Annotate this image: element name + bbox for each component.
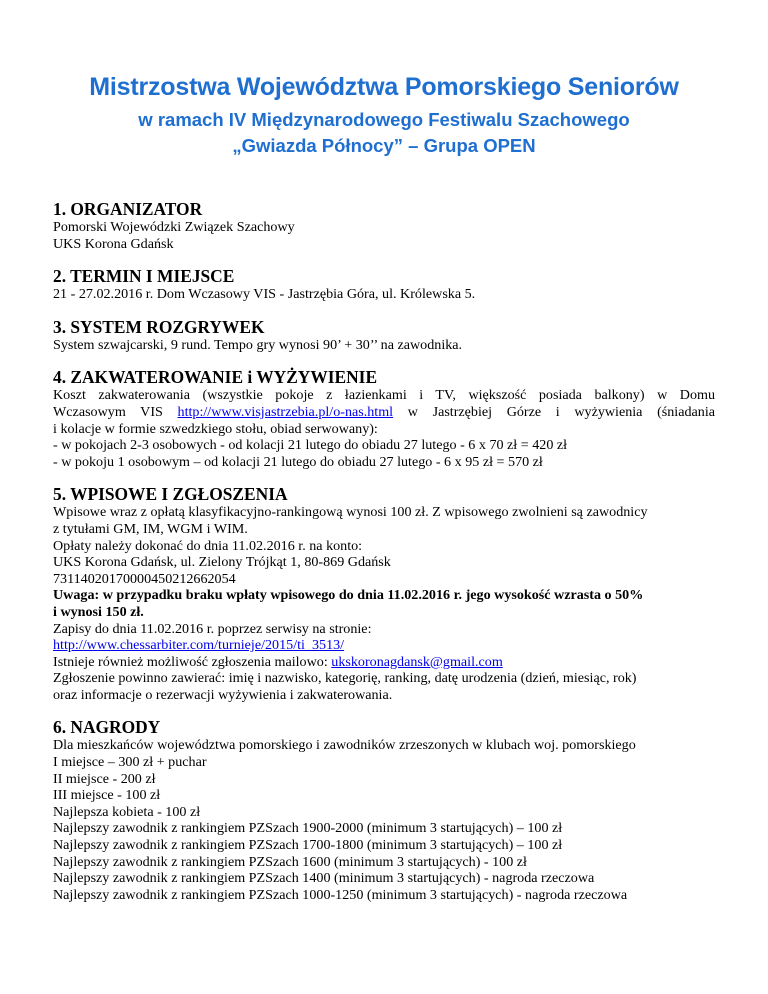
text-line — [53, 654, 715, 671]
prize-line: II miejsce - 200 zł — [53, 770, 156, 787]
email-link[interactable]: ukskoronagdansk@gmail.com — [331, 653, 503, 670]
text-line: Zgłoszenie powinno zawierać: imię i nazwisko, kategorię, ranking, datę urodzenia (dzień, miesiąc, rok) — [53, 670, 637, 687]
section-prizes — [53, 717, 715, 903]
document-title: Mistrzostwa Województwa Pomorskiego Seniorów — [89, 73, 679, 101]
text-line: - w pokojach 2-3 osobowych - od kolacji 21 lutego do obiadu 27 lutego - 6 x 70 zł = 420 zł — [53, 437, 568, 454]
section-accommodation — [53, 367, 715, 470]
prize-line: Najlepszy zawodnik z rankingiem PZSzach 1400 (minimum 3 startujących) - nagroda rzeczowa — [53, 870, 595, 887]
document-header — [53, 0, 715, 159]
prize-line: Najlepszy zawodnik z rankingiem PZSzach 1000-1250 (minimum 3 startujących) - nagroda rzeczowa — [53, 886, 628, 903]
text-line: Dla mieszkańców województwa pomorskiego i zawodników zrzeszonych w klubach woj. pomorskiego — [53, 737, 636, 754]
prize-line: Najlepszy zawodnik z rankingiem PZSzach 1700-1800 (minimum 3 startujących) – 100 zł — [53, 837, 563, 854]
section-body — [53, 504, 715, 703]
prize-line: Najlepszy zawodnik z rankingiem PZSzach 1900-2000 (minimum 3 startujących) – 100 zł — [53, 820, 563, 837]
section-body — [53, 286, 715, 303]
section-body — [53, 737, 715, 903]
text-line: - w pokoju 1 osobowym – od kolacji 21 lutego do obiadu 27 lutego - 6 x 95 zł = 570 zł — [53, 453, 543, 470]
text-line: Pomorski Wojewódzki Związek Szachowy — [53, 219, 295, 235]
text-line: oraz informacje o rezerwacji wyżywienia i zakwaterowania. — [53, 686, 393, 703]
section-system — [53, 317, 715, 354]
text-line: z tytułami GM, IM, WGM i WIM. — [53, 520, 248, 537]
section-heading: 6. NAGRODY — [53, 717, 161, 738]
section-heading: 1. ORGANIZATOR — [53, 199, 203, 219]
section-heading: 3. SYSTEM ROZGRYWEK — [53, 316, 265, 337]
text-line: UKS Korona Gdańsk, ul. Zielony Trójkąt 1, 80-869 Gdańsk — [53, 554, 391, 571]
text-line — [53, 404, 715, 421]
section-date-place — [53, 266, 715, 303]
prize-line: I miejsce – 300 zł + puchar — [53, 754, 207, 771]
subtitle-line-1: w ramach IV Międzynarodowego Festiwalu Szachowego — [138, 109, 630, 130]
bank-account-number: 73114020170000450212662054 — [53, 570, 236, 587]
section-heading: 5. WPISOWE I ZGŁOSZENIA — [53, 484, 288, 505]
text-line: Koszt zakwaterowania (wszystkie pokoje z łazienkami i TV, większość posiada balkony) w Domu — [53, 387, 715, 404]
vis-website-link[interactable]: http://www.visjastrzebia.pl/o-nas.html — [177, 403, 394, 420]
section-body — [53, 337, 715, 354]
text-span: Istnieje również możliwość zgłoszenia mailowo: — [53, 653, 332, 670]
prize-line: Najlepsza kobieta - 100 zł — [53, 803, 201, 820]
text-span: Wczasowym VIS — [53, 403, 178, 420]
section-heading: 2. TERMIN I MIEJSCE — [53, 266, 235, 287]
prize-line: III miejsce - 100 zł — [53, 787, 161, 804]
warning-line: Uwaga: w przypadku braku wpłaty wpisowego do dnia 11.02.2016 r. jego wysokość wzrasta o 50% — [53, 587, 644, 604]
text-line: 21 - 27.02.2016 r. Dom Wczasowy VIS - Jastrzębia Góra, ul. Królewska 5. — [53, 286, 476, 303]
text-line: Wpisowe wraz z opłatą klasyfikacyjno-rankingową wynosi 100 zł. Z wpisowego zwolnieni są zawodnicy — [53, 504, 648, 521]
document-subtitle — [53, 107, 715, 159]
text-line: i kolacje w formie szwedzkiego stołu, obiad serwowany): — [53, 420, 378, 437]
warning-line: i wynosi 150 zł. — [53, 603, 144, 620]
section-body — [53, 387, 715, 470]
subtitle-line-2: „Gwiazda Północy” – Grupa OPEN — [232, 135, 536, 156]
text-line: System szwajcarski, 9 rund. Tempo gry wynosi 90’ + 30’’ na zawodnika. — [53, 336, 463, 353]
text-line: UKS Korona Gdańsk — [53, 235, 174, 252]
chessarbiter-link[interactable]: http://www.chessarbiter.com/turnieje/2015/ti_3513/ — [53, 637, 345, 654]
section-fees — [53, 484, 715, 703]
text-line: Zapisy do dnia 11.02.2016 r. poprzez serwisy na stronie: — [53, 620, 372, 637]
section-organizer — [53, 199, 715, 252]
text-line: Opłaty należy dokonać do dnia 11.02.2016 r. na konto: — [53, 537, 363, 554]
section-body — [53, 219, 715, 252]
text-line — [53, 637, 715, 654]
text-span: w Jastrzębiej Górze i wyżywienia (śniadania — [393, 403, 716, 420]
section-heading: 4. ZAKWATEROWANIE i WYŻYWIENIE — [53, 367, 378, 388]
prize-line: Najlepszy zawodnik z rankingiem PZSzach 1600 (minimum 3 startujących) - 100 zł — [53, 853, 527, 870]
